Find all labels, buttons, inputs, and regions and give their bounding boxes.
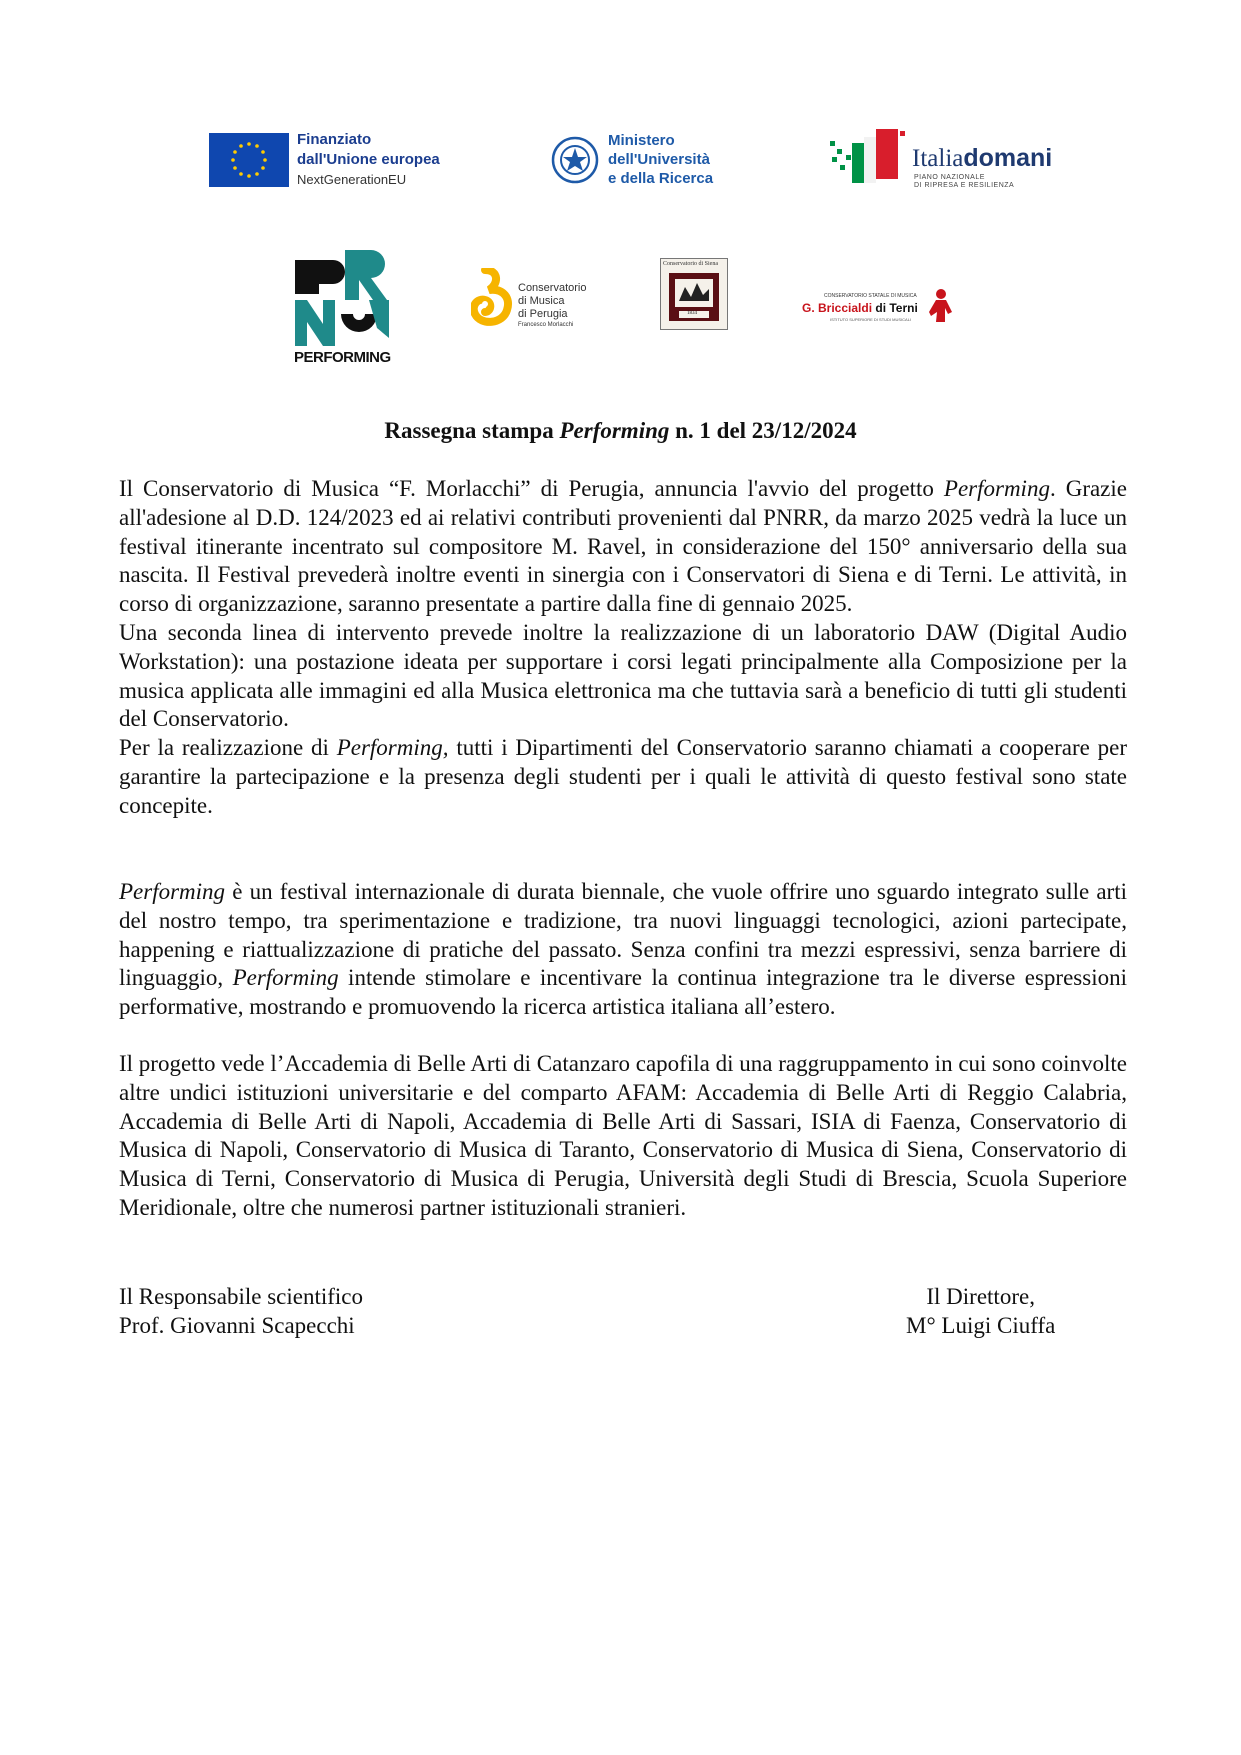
paragraph-festival <box>119 878 1127 1022</box>
p1-b: . Grazie all'adesione al D.D. 124/2023 ed ai relativi contributi provenienti dal PNRR, da marzo 2025 vedrà la luce un festival itinerante incentrato sul compositore M. Ravel, in considerazione del 150° anniversario della sua nascita. Il Festival prevederà inoltre eventi in sinergia con i Conservatori di Siena e di Terni. Le attività, in corso di organizzazione, saranno presentate a partire dalla fine di gennaio 2025. <box>119 476 1127 617</box>
page-title <box>0 418 1241 444</box>
perugia-conservatorio-text <box>518 282 586 329</box>
eu-funding-text <box>297 130 440 190</box>
signature-scientific-lead <box>119 1283 363 1340</box>
italiadomani-sub-1: PIANO NAZIONALE <box>914 174 985 181</box>
title-italic: Performing <box>559 418 670 443</box>
siena-conservatorio-logo <box>660 258 728 330</box>
right-name: M° Luigi Ciuffa <box>906 1312 1056 1338</box>
p2-a-italic: Performing <box>119 879 226 904</box>
p1-d-italic: Performing, <box>336 735 449 761</box>
performing-logo-icon <box>295 250 391 346</box>
p1-d: Per la realizzazione di <box>119 735 337 761</box>
terni-sub-text: ISTITUTO SUPERIORE DI STUDI MUSICALI <box>830 317 912 322</box>
perugia-treble-clef-icon <box>471 268 515 330</box>
title-pre: Rassegna stampa <box>384 418 560 443</box>
paragraph-intro <box>119 475 1127 821</box>
terni-name <box>802 301 918 315</box>
terni-figure-icon <box>928 288 956 324</box>
italiadomani-subtitle <box>914 174 1014 190</box>
p1-e: tutti i Dipartimenti del Conservatorio saranno chiamati a cooperare per garantire la partecipazione e la presenza degli studenti per i quali le attività di questo festival sono state concepite. <box>119 735 1127 818</box>
eu-line-2: dall'Unione europea <box>297 151 440 168</box>
italiadomani-name-a: Italia <box>912 145 964 172</box>
performing-label: PERFORMING <box>294 349 391 366</box>
eu-line-1: Finanziato <box>297 131 372 148</box>
perugia-line-3: di Perugia <box>518 308 568 320</box>
paragraph-partners: Il progetto vede l’Accademia di Belle Arti di Catanzaro capofila di una raggruppamento in cui sono coinvolte altre undici istituzioni universitarie e del comparto AFAM: Accademia di Belle Arti di Reggio Calabria, Accademia di Belle Arti di Napoli, Accademia di Belle Arti di Sassari, ISIA di Faenza, Conservatorio di Musica di Napoli, Conservatorio di Musica di Taranto, Conservatorio di Musica di Siena, Conservatorio di Musica di Terni, Conservatorio di Musica di Perugia, Università degli Studi di Brescia, Scuola Superiore Meridionale, oltre che numerosi partner istituzionali stranieri. <box>119 1051 1127 1220</box>
p2-a: è un festival internazionale di durata biennale, che vuole offrire uno sguardo integrato sulle arti del nostro tempo, tra sperimentazione e tradizione, tra nuovi linguaggi tecnologici, azioni partecipate, happening e riattualizzazione di pratiche del passato. Senza confini tra mezzi espressivi, senza barriere di linguaggio, <box>119 879 1127 991</box>
p2-b: intende stimolare e incentivare la continua integrazione tra le diverse espressioni performative, mostrando e promuovendo la ricerca artistica italiana all’estero. <box>119 965 1127 1020</box>
italiadomani-name-b: domani <box>963 144 1053 172</box>
perugia-line-2: di Musica <box>518 295 565 307</box>
perugia-line-4: Francesco Morlacchi <box>518 322 574 328</box>
italian-republic-emblem-icon <box>550 135 600 185</box>
siena-year: 1834 <box>687 311 697 316</box>
terni-name-b: di Terni <box>872 301 918 315</box>
ministero-line-1: Ministero <box>608 132 675 149</box>
left-role: Il Responsabile scientifico <box>119 1284 363 1309</box>
terni-top-text: CONSERVATORIO STATALE DI MUSICA <box>824 293 917 299</box>
ministero-line-2: dell'Università <box>608 151 710 168</box>
p2-b-italic: Performing <box>232 965 339 991</box>
terni-name-a: G. Briccialdi <box>802 301 873 315</box>
ministero-text <box>608 131 713 188</box>
ministero-line-3: e della Ricerca <box>608 170 714 187</box>
title-post: n. 1 del 23/12/2024 <box>669 418 857 443</box>
eu-line-3: NextGenerationEU <box>297 172 407 187</box>
left-name: Prof. Giovanni Scapecchi <box>119 1312 355 1338</box>
perugia-line-1: Conservatorio <box>518 282 587 294</box>
p1-c: Una seconda linea di intervento prevede inoltre la realizzazione di un laboratorio DAW (Digital Audio Workstation): una postazione ideata per supportare i corsi legati principalmente alla Composizione per la musica applicata alle immagini ed alla Musica elettronica ma che tuttavia sarà a beneficio di tutti gli studenti del Conservatorio. <box>119 619 1127 732</box>
italiadomani-mark-icon <box>830 125 910 189</box>
right-role: Il Direttore, <box>926 1284 1035 1309</box>
p1-a-italic: Performing <box>943 476 1050 501</box>
siena-label: Conservatorio di Siena <box>663 261 718 267</box>
italiadomani-wordmark <box>912 144 1052 173</box>
eu-flag-logo <box>209 133 289 187</box>
italiadomani-sub-2: DI RIPRESA E RESILIENZA <box>914 182 1015 189</box>
p1-a: Il Conservatorio di Musica “F. Morlacchi” di Perugia, annuncia l'avvio del progetto <box>119 476 944 501</box>
signature-director <box>906 1283 1055 1340</box>
